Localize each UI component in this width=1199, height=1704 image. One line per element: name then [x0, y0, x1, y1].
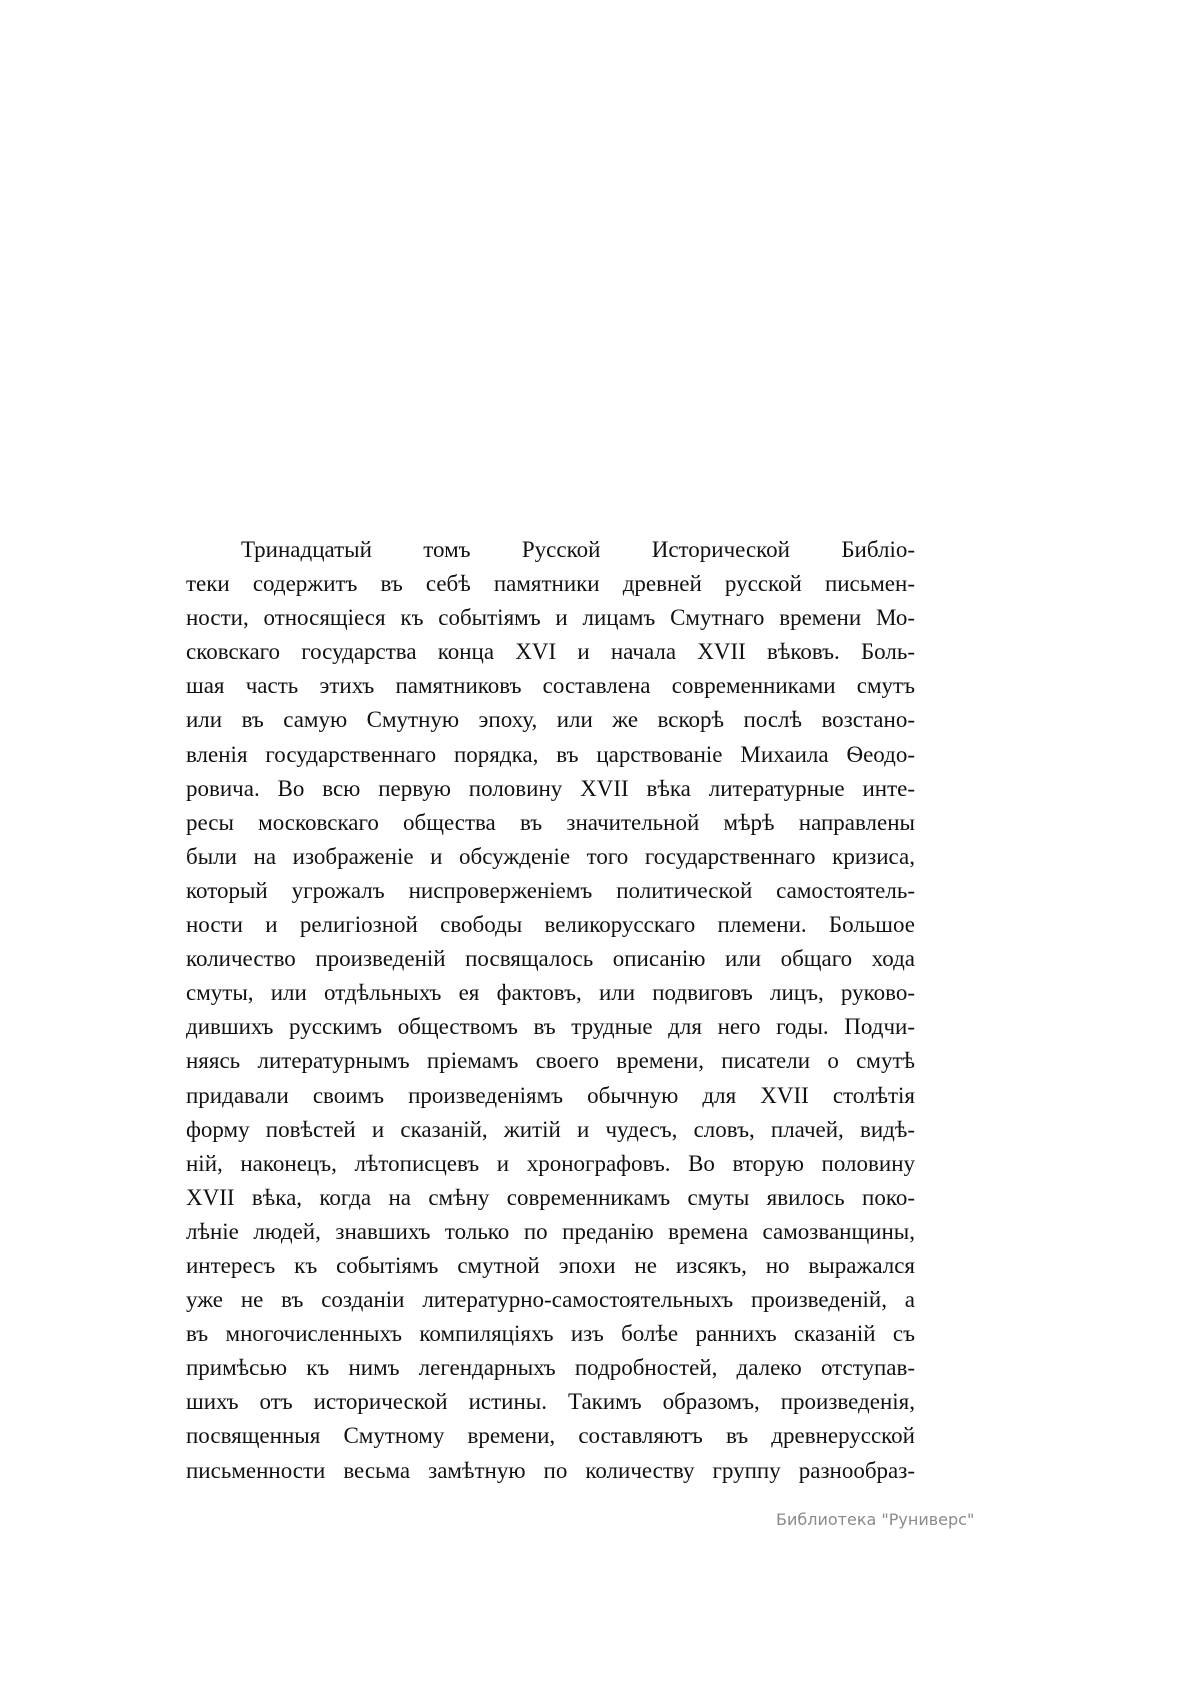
text-line: примѣсью къ нимъ легендарныхъ подробностей, далеко отступав-: [186, 1355, 915, 1381]
text-line: вленія государственнаго порядка, въ царствованіе Михаила Ѳеодо-: [186, 741, 915, 767]
text-line: лѣніе людей, знавшихъ только по преданію времена самозванщины,: [186, 1218, 915, 1244]
text-line: ресы московскаго общества въ значительной мѣрѣ направлены: [186, 809, 915, 835]
text-line: придавали своимъ произведеніямъ обычную для XVII столѣтія: [186, 1082, 915, 1108]
text-line: XVII вѣка, когда на смѣну современникамъ смуты явилось поко-: [186, 1184, 915, 1210]
text-line: смуты, или отдѣльныхъ ея фактовъ, или подвиговъ лицъ, руково-: [186, 980, 915, 1006]
text-line: ній, наконецъ, лѣтописцевъ и хронографовъ. Во вторую половину: [186, 1150, 915, 1176]
text-line: ровича. Во всю первую половину XVII вѣка литературные инте-: [186, 775, 915, 801]
text-line: няясь литературнымъ пріемамъ своего времени, писатели о смутѣ: [186, 1048, 915, 1074]
text-line: были на изображеніе и обсужденіе того государственнаго кризиса,: [186, 843, 915, 869]
text-line: шихъ отъ исторической истины. Такимъ образомъ, произведенія,: [186, 1389, 915, 1415]
text-line: въ многочисленныхъ компиляціяхъ изъ болѣе раннихъ сказаній съ: [186, 1321, 915, 1347]
body-paragraph: [186, 533, 915, 1488]
text-line: теки содержитъ въ себѣ памятники древней русской письмен-: [186, 571, 915, 597]
text-line: Тринадцатый томъ Русской Исторической Библіо-: [241, 537, 915, 562]
text-line: ности, относящіеся къ событіямъ и лицамъ Смутнаго времени Мо-: [186, 605, 915, 631]
text-line: ности и религіозной свободы великорусскаго племени. Большое: [186, 912, 915, 938]
library-watermark: Библиотека "Руниверс": [776, 1510, 975, 1529]
text-line: количество произведеній посвящалось описанію или общаго хода: [186, 946, 915, 972]
text-line: письменности весьма замѣтную по количеству группу разнообраз-: [186, 1457, 915, 1483]
text-line: форму повѣстей и сказаній, житій и чудесъ, словъ, плачей, видѣ-: [186, 1116, 915, 1142]
text-line: уже не въ созданіи литературно-самостоятельныхъ произведеній, а: [186, 1287, 915, 1313]
text-line: посвященныя Смутному времени, составляютъ въ древнерусской: [186, 1423, 915, 1449]
text-line: или въ самую Смутную эпоху, или же вскорѣ послѣ возстано-: [186, 707, 915, 733]
text-line: шая часть этихъ памятниковъ составлена современниками смутъ: [186, 673, 915, 699]
text-line: интересъ къ событіямъ смутной эпохи не изсякъ, но выражался: [186, 1252, 915, 1278]
text-line: дившихъ русскимъ обществомъ въ трудные для него годы. Подчи-: [186, 1014, 915, 1040]
text-line: который угрожалъ ниспроверженіемъ политической самостоятель-: [186, 877, 915, 903]
text-line: сковскаго государства конца XVI и начала XVII вѣковъ. Боль-: [186, 639, 915, 665]
